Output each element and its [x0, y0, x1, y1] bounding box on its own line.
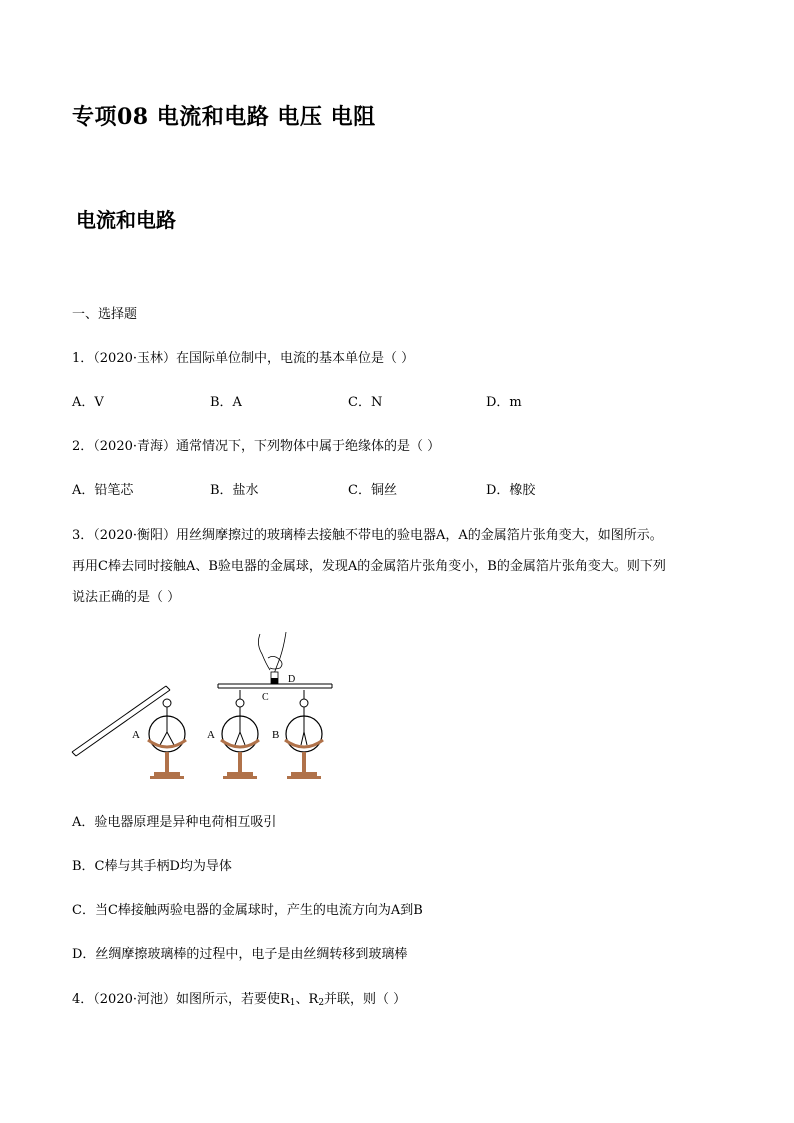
question-4-separator: 、R	[295, 992, 319, 1007]
option-a: A．铅笔芯	[72, 483, 134, 498]
question-3-option-b: B．C棒与其手柄D均为导体	[72, 859, 232, 874]
r1-subscript: 1	[289, 998, 296, 1008]
question-4-stem	[72, 988, 406, 1008]
document-title: 专项08 电流和电路 电压 电阻	[72, 104, 376, 130]
question-3-stem-line-3: 说法正确的是（ ）	[72, 590, 181, 605]
label-b: B	[272, 729, 280, 741]
option-d: D．m	[486, 395, 522, 410]
option-d: D．橡胶	[486, 483, 536, 498]
section-title: 电流和电路	[76, 208, 176, 232]
electroscope-b	[285, 690, 323, 779]
question-3-option-d: D．丝绸摩擦玻璃棒的过程中，电子是由丝绸转移到玻璃棒	[72, 947, 408, 962]
label-d: D	[288, 674, 296, 685]
option-c: C．铜丝	[348, 483, 397, 498]
question-1-stem: 1．（2020·玉林）在国际单位制中，电流的基本单位是（ ）	[72, 351, 415, 366]
hand-with-rod	[218, 632, 332, 688]
r2-subscript: 2	[318, 998, 325, 1008]
question-3-stem-line-2: 再用C棒去同时接触A、B验电器的金属球，发现A的金属箔片张角变小，B的金属箔片张角变大。则下列	[72, 559, 666, 574]
question-4-stem-suffix: 并联，则（ ）	[324, 992, 407, 1007]
option-b: B．A	[210, 395, 242, 410]
part-heading: 一、选择题	[72, 307, 138, 322]
question-3-option-a: A．验电器原理是异种电荷相互吸引	[72, 815, 277, 830]
question-2-stem: 2．（2020·青海）通常情况下，下列物体中属于绝缘体的是（ ）	[72, 439, 441, 454]
question-3-stem-line-1: 3．（2020·衡阳）用丝绸摩擦过的玻璃棒去接触不带电的验电器A，A的金属箔片张角变大，如图所示。	[72, 528, 663, 543]
option-b: B．盐水	[210, 483, 259, 498]
label-c: C	[262, 692, 269, 703]
question-1-options	[72, 391, 672, 409]
question-4-stem-prefix: 4．（2020·河池）如图所示，若要使R	[72, 992, 290, 1007]
electroscope-a-left	[148, 699, 186, 779]
electroscope-a-middle	[221, 690, 259, 779]
option-c: C．N	[348, 395, 383, 410]
question-3-option-c: C．当C棒接触两验电器的金属球时，产生的电流方向为A到B	[72, 903, 423, 918]
electroscope-figure	[70, 628, 340, 784]
option-a: A．V	[72, 395, 104, 410]
label-a-left: A	[132, 729, 140, 741]
question-2-options	[72, 479, 672, 497]
label-a-middle: A	[207, 729, 215, 741]
